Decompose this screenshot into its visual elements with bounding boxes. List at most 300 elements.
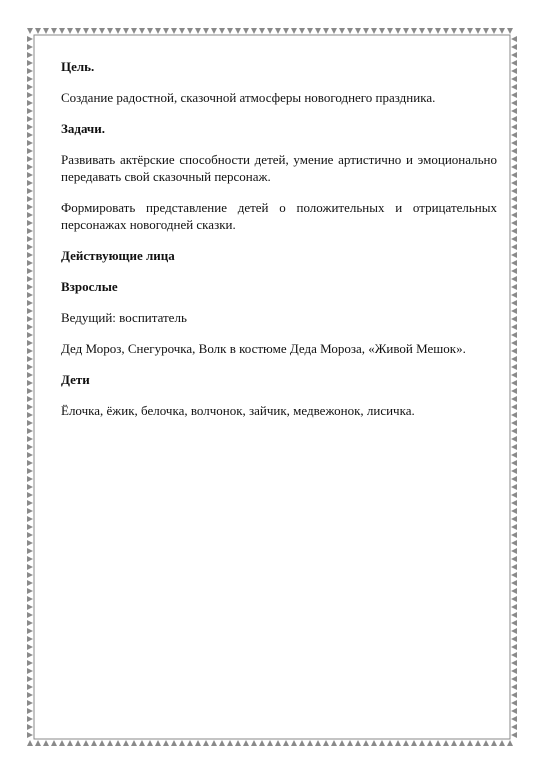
border-triangle [27, 580, 33, 586]
border-triangle [51, 28, 57, 34]
border-triangle [363, 28, 369, 34]
border-triangle [511, 36, 517, 42]
border-triangle [475, 740, 481, 746]
border-triangle [83, 740, 89, 746]
border-triangle [451, 740, 457, 746]
border-triangle [511, 660, 517, 666]
border-triangle [27, 716, 33, 722]
border-triangle [511, 340, 517, 346]
border-triangle [163, 740, 169, 746]
border-triangle [299, 740, 305, 746]
border-triangle [511, 52, 517, 58]
border-triangle [511, 676, 517, 682]
border-triangle [243, 28, 249, 34]
border-triangle [27, 164, 33, 170]
border-triangle [511, 212, 517, 218]
border-triangle [511, 324, 517, 330]
border-triangle [27, 684, 33, 690]
border-triangle [267, 28, 273, 34]
border-triangle [27, 660, 33, 666]
border-triangle [27, 444, 33, 450]
border-triangle [243, 740, 249, 746]
border-triangle [27, 284, 33, 290]
border-triangle [511, 484, 517, 490]
border-triangle [27, 404, 33, 410]
border-triangle [27, 412, 33, 418]
border-triangle [499, 28, 505, 34]
border-triangle [283, 28, 289, 34]
border-triangle [27, 740, 33, 746]
border-triangle [511, 388, 517, 394]
border-triangle [27, 324, 33, 330]
border-triangle [511, 124, 517, 130]
border-triangle [27, 700, 33, 706]
border-triangle [511, 500, 517, 506]
border-triangle [275, 28, 281, 34]
border-triangle [339, 28, 345, 34]
border-triangle [27, 276, 33, 282]
border-triangle [27, 596, 33, 602]
border-triangle [147, 740, 153, 746]
border-triangle [27, 388, 33, 394]
border-triangle [511, 196, 517, 202]
border-triangle [331, 28, 337, 34]
border-triangle [315, 28, 321, 34]
border-triangle [27, 348, 33, 354]
border-triangle [27, 148, 33, 154]
border-triangle [27, 492, 33, 498]
task-item-2: Формировать представление детей о положительных и отрицательных персонажах новогодней сказки. [61, 200, 497, 232]
border-triangle [511, 628, 517, 634]
border-triangle [511, 724, 517, 730]
border-triangle [403, 740, 409, 746]
border-triangle [27, 356, 33, 362]
border-triangle [511, 652, 517, 658]
border-triangle [323, 740, 329, 746]
border-triangle [511, 244, 517, 250]
border-triangle [27, 516, 33, 522]
border-triangle [511, 612, 517, 618]
border-triangle [511, 572, 517, 578]
host-line: Ведущий: воспитатель [61, 310, 187, 325]
border-triangle [75, 740, 81, 746]
border-triangle [511, 460, 517, 466]
border-triangle [427, 28, 433, 34]
border-triangle [323, 28, 329, 34]
border-triangle [139, 740, 145, 746]
border-triangle [27, 132, 33, 138]
border-triangle [27, 708, 33, 714]
border-triangle [451, 28, 457, 34]
border-triangle [467, 740, 473, 746]
border-triangle [283, 740, 289, 746]
border-triangle [507, 740, 513, 746]
border-triangle [475, 28, 481, 34]
border-triangle [491, 740, 497, 746]
border-triangle [27, 308, 33, 314]
border-triangle [511, 236, 517, 242]
border-triangle [27, 92, 33, 98]
border-triangle [27, 100, 33, 106]
border-triangle [27, 124, 33, 130]
characters-heading: Действующие лица [61, 248, 175, 263]
border-triangle [59, 740, 65, 746]
border-triangle [511, 420, 517, 426]
border-triangle [259, 740, 265, 746]
border-triangle [511, 60, 517, 66]
border-triangle [27, 84, 33, 90]
border-triangle [203, 740, 209, 746]
border-triangle [27, 644, 33, 650]
border-triangle [35, 28, 41, 34]
border-triangle [107, 740, 113, 746]
border-triangle [511, 316, 517, 322]
goal-heading: Цель. [61, 59, 95, 74]
border-triangle [27, 340, 33, 346]
border-triangle [27, 260, 33, 266]
border-triangle [251, 28, 257, 34]
border-triangle [163, 28, 169, 34]
border-triangle [67, 28, 73, 34]
border-triangle [511, 156, 517, 162]
border-triangle [27, 396, 33, 402]
border-triangle [91, 740, 97, 746]
border-triangle [27, 500, 33, 506]
border-triangle [331, 740, 337, 746]
border-triangle [43, 740, 49, 746]
border-triangle [511, 396, 517, 402]
border-triangle [131, 740, 137, 746]
border-triangle [411, 740, 417, 746]
border-triangle [99, 28, 105, 34]
border-triangle [511, 164, 517, 170]
border-triangle [511, 596, 517, 602]
border-triangle [27, 612, 33, 618]
border-triangle [347, 28, 353, 34]
border-triangle [83, 28, 89, 34]
border-triangle [195, 740, 201, 746]
border-triangle [27, 204, 33, 210]
border-triangle [27, 196, 33, 202]
border-triangle [27, 628, 33, 634]
border-triangle [511, 468, 517, 474]
border-triangle [155, 740, 161, 746]
border-triangle [511, 532, 517, 538]
border-triangle [511, 708, 517, 714]
border-triangle [27, 252, 33, 258]
border-triangle [27, 140, 33, 146]
border-triangle [27, 372, 33, 378]
border-triangle [511, 428, 517, 434]
border-triangle [27, 476, 33, 482]
border-triangle [187, 740, 193, 746]
border-triangle [27, 724, 33, 730]
border-triangle [27, 292, 33, 298]
border-triangle [123, 740, 129, 746]
border-triangle [27, 468, 33, 474]
border-triangle [511, 100, 517, 106]
border-triangle [27, 692, 33, 698]
border-triangle [511, 76, 517, 82]
border-triangle [27, 44, 33, 50]
border-triangle [511, 292, 517, 298]
border-triangle [511, 332, 517, 338]
border-triangle [27, 156, 33, 162]
border-triangle [27, 524, 33, 530]
border-triangle [27, 108, 33, 114]
border-triangle [227, 740, 233, 746]
border-triangle [511, 564, 517, 570]
border-triangle [211, 740, 217, 746]
border-triangle [511, 516, 517, 522]
border-triangle [511, 508, 517, 514]
border-triangle [27, 68, 33, 74]
border-triangle [511, 524, 517, 530]
border-triangle [27, 212, 33, 218]
border-triangle [387, 28, 393, 34]
border-triangle [27, 588, 33, 594]
border-triangle [51, 740, 57, 746]
border-triangle [511, 436, 517, 442]
border-triangle [387, 740, 393, 746]
border-triangle [235, 28, 241, 34]
border-triangle [507, 28, 513, 34]
border-triangle [195, 28, 201, 34]
border-triangle [315, 740, 321, 746]
border-triangle [27, 540, 33, 546]
border-triangle [59, 28, 65, 34]
border-triangle [27, 116, 33, 122]
border-triangle [511, 556, 517, 562]
border-triangle [459, 740, 465, 746]
border-triangle [155, 28, 161, 34]
border-triangle [511, 412, 517, 418]
border-triangle [27, 564, 33, 570]
border-triangle [511, 548, 517, 554]
border-triangle [511, 204, 517, 210]
border-triangle [483, 28, 489, 34]
border-triangle [27, 76, 33, 82]
border-triangle [511, 716, 517, 722]
border-triangle [511, 180, 517, 186]
border-triangle [99, 740, 105, 746]
border-triangle [27, 60, 33, 66]
border-triangle [35, 740, 41, 746]
border-triangle [27, 556, 33, 562]
tasks-heading: Задачи. [61, 121, 105, 136]
border-triangle [27, 452, 33, 458]
border-triangle [211, 28, 217, 34]
border-triangle [371, 28, 377, 34]
border-triangle [27, 316, 33, 322]
adults-heading: Взрослые [61, 279, 118, 294]
border-triangle [443, 28, 449, 34]
border-triangle [27, 52, 33, 58]
border-triangle [511, 276, 517, 282]
border-triangle [27, 380, 33, 386]
border-triangle [435, 740, 441, 746]
border-triangle [259, 28, 265, 34]
border-triangle [123, 28, 129, 34]
border-triangle [27, 484, 33, 490]
border-triangle [299, 28, 305, 34]
border-triangle [275, 740, 281, 746]
adults-list: Дед Мороз, Снегурочка, Волк в костюме Деда Мороза, «Живой Мешок». [61, 341, 466, 356]
border-triangle [227, 28, 233, 34]
border-triangle [403, 28, 409, 34]
border-triangle [511, 444, 517, 450]
border-triangle [291, 28, 297, 34]
border-triangle [27, 332, 33, 338]
border-triangle [355, 740, 361, 746]
border-triangle [251, 740, 257, 746]
border-triangle [131, 28, 137, 34]
border-triangle [67, 740, 73, 746]
border-triangle [511, 220, 517, 226]
border-triangle [347, 740, 353, 746]
border-triangle [27, 236, 33, 242]
border-triangle [27, 428, 33, 434]
border-triangle [75, 28, 81, 34]
border-triangle [219, 28, 225, 34]
border-triangle [511, 116, 517, 122]
task-item-1: Развивать актёрские способности детей, умение артистично и эмоционально передавать свой сказочный персонаж. [61, 152, 497, 184]
border-triangle [27, 636, 33, 642]
border-triangle [187, 28, 193, 34]
border-triangle [419, 740, 425, 746]
border-triangle [339, 740, 345, 746]
border-triangle [511, 348, 517, 354]
border-triangle [91, 28, 97, 34]
border-triangle [371, 740, 377, 746]
border-triangle [27, 548, 33, 554]
border-triangle [411, 28, 417, 34]
border-triangle [379, 28, 385, 34]
border-triangle [203, 28, 209, 34]
children-list: Ёлочка, ёжик, белочка, волчонок, зайчик, медвежонок, лисичка. [61, 403, 415, 418]
border-triangle [511, 44, 517, 50]
border-triangle [27, 220, 33, 226]
border-triangle [27, 28, 33, 34]
border-triangle [171, 740, 177, 746]
border-triangle [179, 740, 185, 746]
border-triangle [395, 740, 401, 746]
border-triangle [511, 260, 517, 266]
border-triangle [511, 356, 517, 362]
border-triangle [27, 420, 33, 426]
border-triangle [27, 172, 33, 178]
border-triangle [27, 668, 33, 674]
border-triangle [511, 380, 517, 386]
border-triangle [483, 740, 489, 746]
border-triangle [27, 364, 33, 370]
border-triangle [511, 692, 517, 698]
border-triangle [171, 28, 177, 34]
document-body [61, 58, 497, 433]
border-triangle [443, 740, 449, 746]
border-triangle [27, 652, 33, 658]
border-triangle [511, 308, 517, 314]
border-triangle [27, 732, 33, 738]
border-triangle [491, 28, 497, 34]
border-triangle [219, 740, 225, 746]
border-triangle [115, 28, 121, 34]
border-triangle [27, 268, 33, 274]
border-triangle [511, 452, 517, 458]
border-triangle [511, 172, 517, 178]
border-triangle [511, 604, 517, 610]
border-triangle [379, 740, 385, 746]
border-triangle [511, 108, 517, 114]
border-triangle [511, 300, 517, 306]
border-triangle [427, 740, 433, 746]
border-triangle [395, 28, 401, 34]
border-triangle [27, 532, 33, 538]
border-triangle [355, 28, 361, 34]
border-triangle [27, 460, 33, 466]
border-triangle [291, 740, 297, 746]
border-triangle [511, 732, 517, 738]
border-triangle [27, 36, 33, 42]
border-triangle [511, 372, 517, 378]
border-triangle [511, 84, 517, 90]
children-heading: Дети [61, 372, 90, 387]
border-triangle [235, 740, 241, 746]
border-triangle [419, 28, 425, 34]
border-triangle [27, 676, 33, 682]
border-triangle [511, 668, 517, 674]
border-triangle [115, 740, 121, 746]
border-triangle [511, 404, 517, 410]
border-triangle [435, 28, 441, 34]
border-triangle [27, 620, 33, 626]
border-triangle [511, 620, 517, 626]
border-triangle [43, 28, 49, 34]
border-triangle [107, 28, 113, 34]
border-triangle [511, 188, 517, 194]
border-triangle [467, 28, 473, 34]
border-triangle [511, 540, 517, 546]
border-triangle [511, 476, 517, 482]
border-triangle [27, 508, 33, 514]
border-triangle [511, 636, 517, 642]
border-triangle [511, 148, 517, 154]
border-triangle [511, 132, 517, 138]
border-triangle [511, 364, 517, 370]
border-triangle [27, 572, 33, 578]
border-triangle [179, 28, 185, 34]
border-triangle [511, 140, 517, 146]
border-triangle [267, 740, 273, 746]
border-triangle [511, 284, 517, 290]
border-triangle [307, 740, 313, 746]
border-triangle [511, 92, 517, 98]
border-triangle [511, 684, 517, 690]
border-triangle [511, 644, 517, 650]
border-triangle [147, 28, 153, 34]
border-triangle [363, 740, 369, 746]
border-triangle [511, 252, 517, 258]
border-triangle [511, 580, 517, 586]
border-triangle [511, 588, 517, 594]
border-triangle [511, 68, 517, 74]
border-triangle [459, 28, 465, 34]
border-triangle [511, 268, 517, 274]
goal-text: Создание радостной, сказочной атмосферы новогоднего праздника. [61, 90, 436, 105]
border-triangle [27, 188, 33, 194]
border-triangle [511, 492, 517, 498]
border-triangle [511, 228, 517, 234]
